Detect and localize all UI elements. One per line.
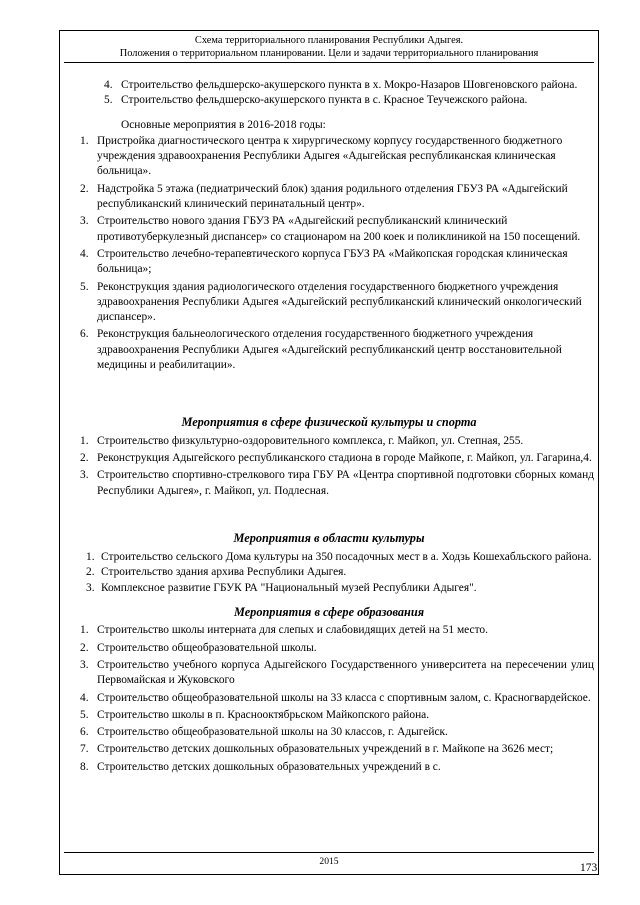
item-number: 3. xyxy=(86,581,95,594)
page-number: 173 xyxy=(580,862,598,874)
item-number: 1. xyxy=(80,434,89,447)
education-list xyxy=(64,623,594,775)
item-number: 3. xyxy=(80,658,89,671)
item-text: Строительство детских дошкольных образовательных учреждений в с. xyxy=(97,760,441,773)
item-text: Строительство здания архива Республики Адыгея. xyxy=(101,566,347,579)
list-item xyxy=(64,134,594,180)
footer-rule xyxy=(64,852,594,853)
list-item xyxy=(64,280,594,326)
footer-year: 2015 xyxy=(319,856,339,867)
item-text: Надстройка 5 этажа (педиатрический блок) здания родильного отделения ГБУЗ РА «Адыгейский республиканский клинический перинатальный центр». xyxy=(97,182,568,211)
main-measures-list xyxy=(64,134,594,373)
item-text: Строительство фельдшерско-акушерского пункта в х. Мокро-Назаров Шовгеновского района. xyxy=(121,79,578,91)
item-text: Строительство общеобразовательной школы на 30 классов, г. Адыгейск. xyxy=(97,726,448,739)
item-text: Реконструкция бальнеологического отделения государственного бюджетного учреждения здравоохранения Республики Адыгея «Адыгейский республиканский центр восстановительной медицины и реабилитации». xyxy=(97,328,562,372)
header-title: Схема территориального планирования Республики Адыгея. xyxy=(194,35,464,46)
item-text: Реконструкция Адыгейского республиканского стадиона в городе Майкопе, г. Майкоп, ул. Гагарина,4. xyxy=(97,451,592,464)
list-item xyxy=(64,214,594,245)
list-item xyxy=(64,623,594,638)
item-number: 2. xyxy=(80,641,89,654)
section-heading-education: Мероприятия в сфере образования xyxy=(233,605,425,620)
item-number: 2. xyxy=(80,182,89,195)
list-item xyxy=(64,641,594,656)
item-text: Строительство лечебно-терапевтического корпуса ГБУЗ РА «Майкопская городская клиническая больница»; xyxy=(97,247,568,276)
sport-list xyxy=(64,434,594,499)
item-number: 1. xyxy=(80,624,89,637)
list-item xyxy=(64,725,594,740)
item-text: Строительство учебного корпуса Адыгейского Государственного университета на пересечении улиц Первомайская и Жуковского xyxy=(97,658,594,687)
item-number: 2. xyxy=(86,566,95,579)
item-number: 4. xyxy=(104,79,113,91)
item-text: Комплексное развитие ГБУК РА "Национальный музей Республики Адыгея". xyxy=(101,581,477,594)
item-number: 3. xyxy=(80,215,89,228)
list-item xyxy=(64,565,594,580)
top-list xyxy=(64,78,594,109)
list-item xyxy=(64,451,594,466)
intro-text: Основные мероприятия в 2016-2018 годы: xyxy=(121,118,326,131)
page-header xyxy=(60,34,598,60)
item-text: Строительство общеобразовательной школы. xyxy=(97,641,317,654)
item-number: 6. xyxy=(80,328,89,341)
section-heading-sport: Мероприятия в сфере физической культуры и спорта xyxy=(181,415,477,430)
item-text: Пристройка диагностического центра к хирургическому корпусу государственного бюджетного учреждения здравоохранения Республики Адыгея «Адыгейская республиканская клиническая больница». xyxy=(97,134,563,178)
item-number: 5. xyxy=(80,280,89,293)
list-item xyxy=(64,691,594,706)
list-item xyxy=(64,327,594,373)
item-number: 4. xyxy=(80,691,89,704)
list-item xyxy=(64,742,594,757)
list-item xyxy=(64,434,594,449)
item-text: Строительство школы интерната для слепых и слабовидящих детей на 51 место. xyxy=(97,624,488,637)
list-item xyxy=(64,247,594,278)
list-item xyxy=(64,581,594,596)
list-item xyxy=(64,708,594,723)
list-item xyxy=(64,78,594,93)
item-number: 2. xyxy=(80,451,89,464)
item-text: Строительство физкультурно-оздоровительного комплекса, г. Майкоп, ул. Степная, 255. xyxy=(97,434,524,447)
list-item xyxy=(64,760,594,775)
list-item xyxy=(64,550,594,565)
culture-list xyxy=(64,550,594,596)
item-number: 5. xyxy=(104,94,113,107)
item-number: 8. xyxy=(80,760,89,773)
item-number: 1. xyxy=(80,134,89,147)
item-number: 3. xyxy=(80,469,89,482)
item-number: 5. xyxy=(80,708,89,721)
item-number: 7. xyxy=(80,743,89,756)
document-body xyxy=(64,78,594,777)
list-item xyxy=(64,658,594,689)
list-item xyxy=(64,468,594,499)
list-item xyxy=(64,93,594,108)
item-text: Строительство нового здания ГБУЗ РА «Адыгейский республиканский клинический противотуберкулезный диспансер» со стационаром на 200 коек и поликлиникой на 150 посещений. xyxy=(97,215,581,243)
item-number: 1. xyxy=(86,551,95,564)
item-text: Строительство детских дошкольных образовательных учреждений в г. Майкопе на 3626 мест; xyxy=(97,743,554,756)
item-text: Строительство сельского Дома культуры на 350 посадочных мест в а. Ходзь Кошехабльского района. xyxy=(101,551,592,564)
section-heading-culture: Мероприятия в области культуры xyxy=(233,530,425,545)
item-number: 4. xyxy=(80,247,89,260)
item-number: 6. xyxy=(80,726,89,739)
header-rule xyxy=(64,62,594,63)
item-text: Строительство школы в п. Краснооктябрьском Майкопского района. xyxy=(97,708,430,721)
header-subtitle: Положения о территориальном планировании. Цели и задачи территориального планирования xyxy=(119,48,539,59)
item-text: Реконструкция здания радиологического отделения государственного бюджетного учреждения здравоохранения Республики Адыгея «Адыгейский республиканский клинический онкологический диспансер». xyxy=(97,280,582,324)
list-item xyxy=(64,182,594,213)
item-text: Строительство общеобразовательной школы на 33 класса с спортивным залом, с. Красногвардейское. xyxy=(97,691,591,704)
item-text: Строительство спортивно-стрелкового тира ГБУ РА «Центра спортивной подготовки сборных команд Республики Адыгея», г. Майкоп, ул. Подлесная. xyxy=(97,469,594,497)
item-text: Строительство фельдшерско-акушерского пункта в с. Красное Теучежского района. xyxy=(121,94,528,107)
